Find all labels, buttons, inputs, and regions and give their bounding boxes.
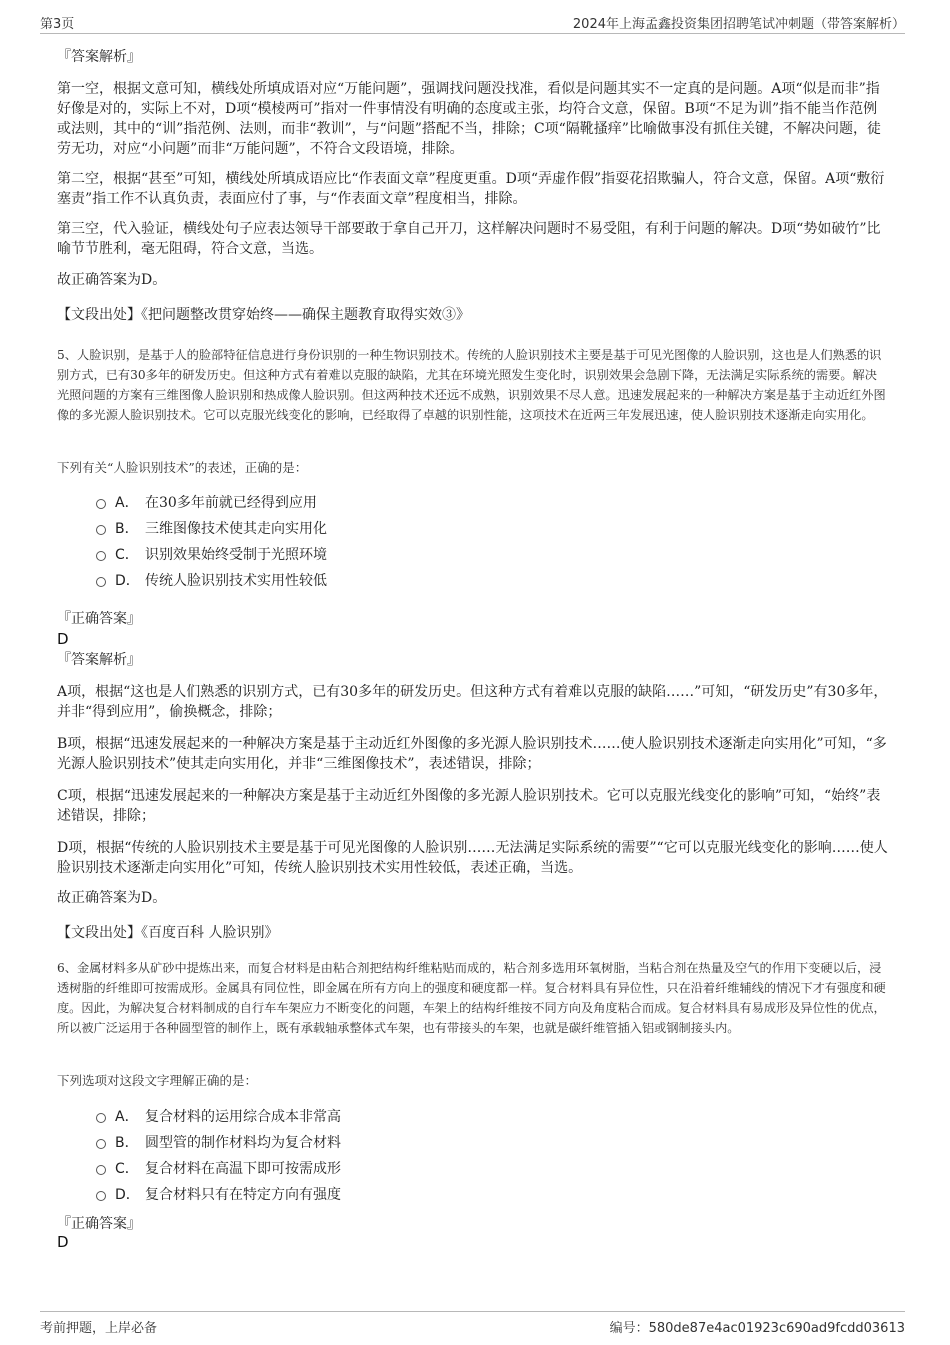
option-text: 在30多年前就已经得到应用 xyxy=(145,495,317,511)
option-letter: A． xyxy=(115,495,139,511)
passage-text: 6、金属材料多从矿砂中提炼出来，而复合材料是由粘合剂把结构纤维粘贴而成的，粘合剂多选用环氧树脂，当粘合剂在热量及空气的作用下变硬以后，浸透树脂的纤维即可按需成形。金属具有同位性，即金属在所有方向上的强度和硬度都一样。复合材料具有异位性，只在沿着纤维辅线的情况下才有强度和硬度。因此，为解决复合材料制成的自行车车架应力不断变化的问题，车架上的结构纤维按不同方向及角度粘合而成。复合材料具有易成形及异位性的优点，所以被广泛运用于各种圆型管的制作上，既有承载轴承整体式车架，也有带接头的车架，也就是碳纤维管插入铝或钢制接头内。 xyxy=(57,961,886,1035)
q4-analysis-p2 xyxy=(57,169,889,209)
radio-button[interactable] xyxy=(96,1165,106,1175)
radio-button[interactable] xyxy=(96,1139,106,1149)
option-letter: A． xyxy=(115,1109,139,1125)
option-text: 三维图像技术使其走向实用化 xyxy=(145,521,327,537)
option-text: 复合材料在高温下即可按需成形 xyxy=(145,1161,341,1177)
q4-source: 【文段出处】《把问题整改贯穿始终——确保主题教育取得实效③》 xyxy=(57,307,470,323)
footer-slogan: 考前押题，上岸必备 xyxy=(40,1321,158,1336)
q5-analysis-c xyxy=(57,786,889,826)
q6-correct-label: 『正确答案』 xyxy=(57,1216,141,1232)
q4-conclusion: 故正确答案为D。 xyxy=(57,272,167,288)
paragraph: 第一空，根据文意可知，横线处所填成语对应“万能问题”，强调找问题没找准，看似是问题其实不一定真的是问题。A项“似是而非”指好像是对的，实际上不对，D项“模棱两可”指对一件事情没有明确的态度或主张，均符合文意，保留。B项“不足为训”指不能当作范例或法则，其中的“训”指范例、法则，而非“教训”，与“问题”搭配不当，排除；C项“隔靴搔痒”比喻做事没有抓住关键，不解决问题，徒劳无功，对应“小问题”而非“万能问题”，不符合文段语境，排除。 xyxy=(57,81,881,157)
document-title: 2024年上海孟鑫投资集团招聘笔试冲刺题（带答案解析） xyxy=(572,17,905,32)
q5-analysis-a xyxy=(57,682,889,722)
radio-button[interactable] xyxy=(96,499,106,509)
option-text: 复合材料只有在特定方向有强度 xyxy=(145,1187,341,1203)
q4-analysis-p1 xyxy=(57,79,889,159)
paragraph: 第二空，根据“甚至”可知，横线处所填成语应比“作表面文章”程度更重。D项“弄虚作假”指耍花招欺骗人，符合文意，保留。A项“敷衍塞责”指工作不认真负责，表面应付了事，与“作表面文章”程度相当，排除。 xyxy=(57,171,885,207)
paragraph: 第三空，代入验证，横线处句子应表达领导干部要敢于拿自己开刀，这样解决问题时不易受阻，有利于问题的解决。D项“势如破竹”比喻节节胜利，毫无阻碍，符合文意，当选。 xyxy=(57,221,881,257)
q5-correct-label: 『正确答案』 xyxy=(57,611,141,627)
option-text: 传统人脸识别技术实用性较低 xyxy=(145,573,327,589)
option-text: 识别效果始终受制于光照环境 xyxy=(145,547,327,563)
page-number: 第3页 xyxy=(40,17,75,32)
code-value: 580de87e4ac01923c690ad9fcdd03613 xyxy=(648,1321,905,1336)
q4-analysis-label: 『答案解析』 xyxy=(57,49,141,65)
q5-conclusion: 故正确答案为D。 xyxy=(57,890,167,906)
passage-text: 5、人脸识别，是基于人的脸部特征信息进行身份识别的一种生物识别技术。传统的人脸识别技术主要是基于可见光图像的人脸识别，这也是人们熟悉的识别方式，已有30多年的研发历史。但这种方式有着难以克服的缺陷，尤其在环境光照发生变化时，识别效果会急剧下降，无法满足实际系统的需要。解决光照问题的方案有三维图像人脸识别和热成像人脸识别。但这两种技术还远不成熟，识别效果不尽人意。迅速发展起来的一种解决方案是基于主动近红外图像的多光源人脸识别技术。它可以克服光线变化的影响，已经取得了卓越的识别性能，这项技术在近两三年发展迅速，使人脸识别技术逐渐走向实用化。 xyxy=(57,348,886,422)
option-letter: C． xyxy=(115,547,139,563)
paragraph: A项，根据“这也是人们熟悉的识别方式，已有30多年的研发历史。但这种方式有着难以克服的缺陷……”可知，“研发历史”有30多年，并非“得到应用”，偷换概念，排除； xyxy=(57,684,888,720)
q5-analysis-d xyxy=(57,838,889,878)
option-letter: B． xyxy=(115,1135,139,1151)
q5-passage xyxy=(57,345,889,425)
code-label: 编号： xyxy=(609,1321,649,1336)
page-footer xyxy=(40,1311,905,1338)
q4-analysis-p3 xyxy=(57,219,889,259)
radio-button[interactable] xyxy=(96,577,106,587)
paragraph: B项，根据“迅速发展起来的一种解决方案是基于主动近红外图像的多光源人脸识别技术……使人脸识别技术逐渐走向实用化”可知，“多光源人脸识别技术”使其走向实用化，并非“三维图像技术”，表述错误，排除； xyxy=(57,736,887,772)
q5-analysis-label: 『答案解析』 xyxy=(57,652,141,668)
option-letter: C． xyxy=(115,1161,139,1177)
q6-correct-answer: D xyxy=(57,1233,69,1251)
paragraph: D项，根据“传统的人脸识别技术主要是基于可见光图像的人脸识别……无法满足实际系统的需要”“它可以克服光线变化的影响……使人脸识别技术逐渐走向实用化”可知，传统人脸识别技术实用性较低，表述正确，当选。 xyxy=(57,840,888,876)
option-letter: D． xyxy=(115,573,140,589)
q6-question: 下列选项对这段文字理解正确的是： xyxy=(57,1073,258,1088)
page-header xyxy=(40,13,905,34)
radio-button[interactable] xyxy=(96,551,106,561)
radio-button[interactable] xyxy=(96,525,106,535)
option-letter: D． xyxy=(115,1187,140,1203)
footer-code xyxy=(610,1317,905,1336)
q5-correct-answer: D xyxy=(57,630,69,648)
radio-button[interactable] xyxy=(96,1191,106,1201)
option-text: 复合材料的运用综合成本非常高 xyxy=(145,1109,341,1125)
q5-source: 【文段出处】《百度百科 人脸识别》 xyxy=(57,925,279,941)
paragraph: C项，根据“迅速发展起来的一种解决方案是基于主动近红外图像的多光源人脸识别技术。它可以克服光线变化的影响”可知，“始终”表述错误，排除； xyxy=(57,788,881,824)
radio-button[interactable] xyxy=(96,1113,106,1123)
option-text: 圆型管的制作材料均为复合材料 xyxy=(145,1135,341,1151)
q5-analysis-b xyxy=(57,734,889,774)
q6-passage xyxy=(57,958,889,1038)
option-letter: B． xyxy=(115,521,139,537)
q5-question: 下列有关“人脸识别技术”的表述，正确的是： xyxy=(57,460,308,475)
